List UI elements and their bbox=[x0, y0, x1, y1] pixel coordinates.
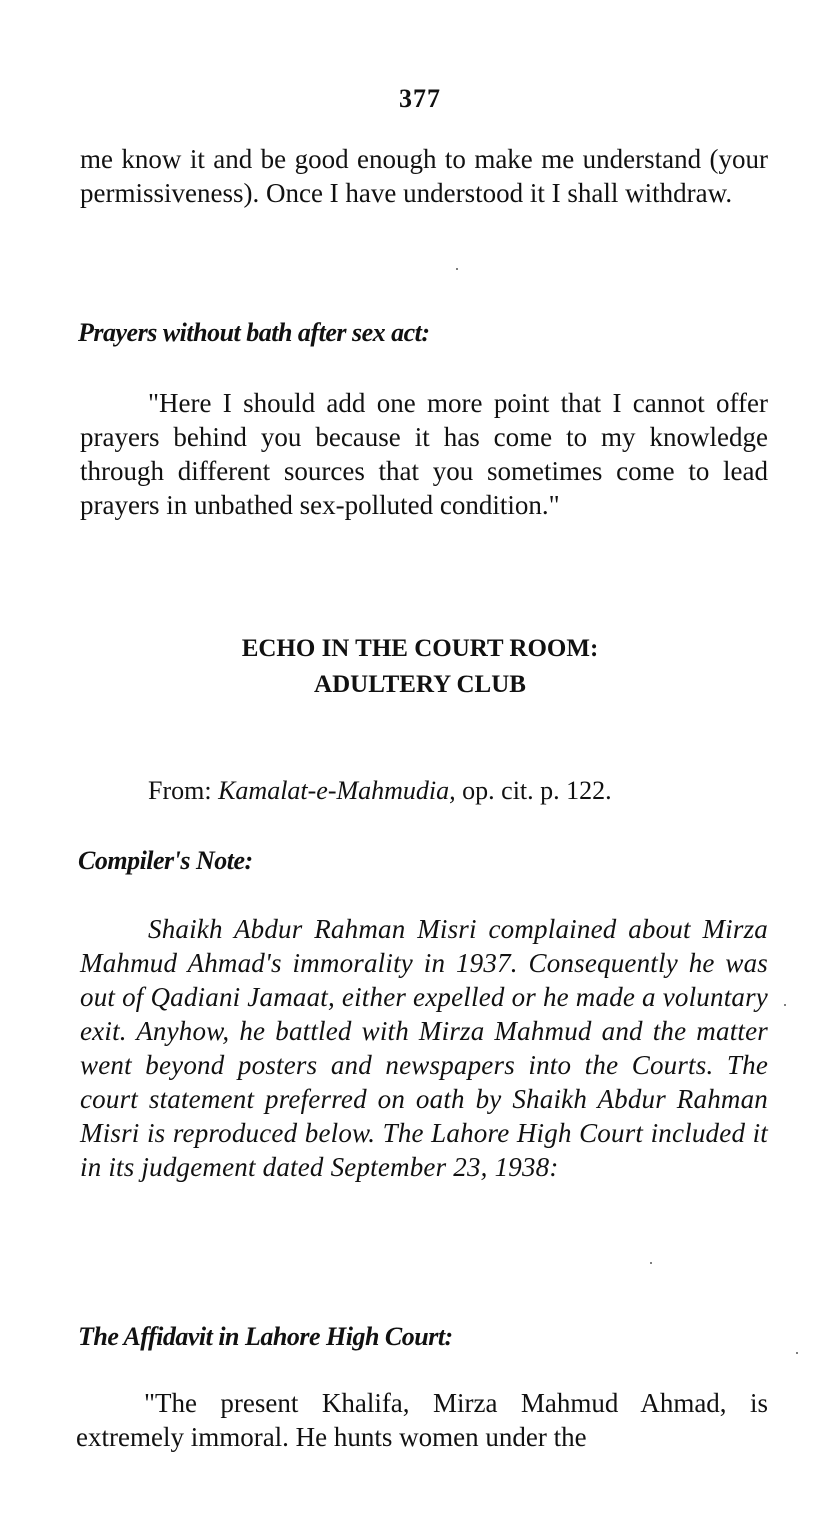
source-citation bbox=[148, 776, 612, 806]
quote-prayers-paragraph: "Here I should add one more point that I cannot offer prayers behind you because it has come to my knowledge through different sources that you sometimes come to lead prayers in unbathed sex-polluted condition." bbox=[80, 388, 768, 520]
heading-prayers-without-bath: Prayers without bath after sex act: bbox=[78, 318, 430, 347]
compiler-note-paragraph: Shaikh Abdur Rahman Misri complained about Mirza Mahmud Ahmad's immorality in 1937. Consequently he was out of Qadiani Jamaat, either expelled or he made a voluntary exit. Anyhow, he battled with Mirza Mahmud and the matter went beyond posters and newspapers into the Courts. The court statement preferred on oath by Shaikh Abdur Rahman Misri is reproduced below. The Lahore High Court included it in its judgement dated September 23, 1938: bbox=[80, 914, 768, 1182]
intro-paragraph: me know it and be good enough to make me understand (your permissiveness). Once I have understood it I shall withdraw. bbox=[80, 144, 768, 208]
source-prefix: From: bbox=[148, 776, 219, 805]
scan-speck bbox=[796, 1352, 798, 1354]
heading-affidavit: The Affidavit in Lahore High Court: bbox=[78, 1322, 453, 1351]
section-title-line-1: ECHO IN THE COURT ROOM: bbox=[241, 635, 599, 662]
heading-compilers-note: Compiler's Note: bbox=[78, 846, 253, 875]
scan-speck bbox=[650, 1262, 652, 1264]
source-title: Kamalat-e-Mahmudia, bbox=[218, 776, 456, 805]
section-title-line-2: ADULTERY CLUB bbox=[314, 671, 526, 698]
page-number: 377 bbox=[399, 84, 441, 113]
source-suffix: op. cit. p. 122. bbox=[455, 776, 612, 805]
affidavit-paragraph: "The present Khalifa, Mirza Mahmud Ahmad, is extremely immoral. He hunts women under the bbox=[76, 1388, 768, 1452]
scan-speck bbox=[784, 1004, 786, 1006]
scan-speck bbox=[456, 268, 458, 270]
